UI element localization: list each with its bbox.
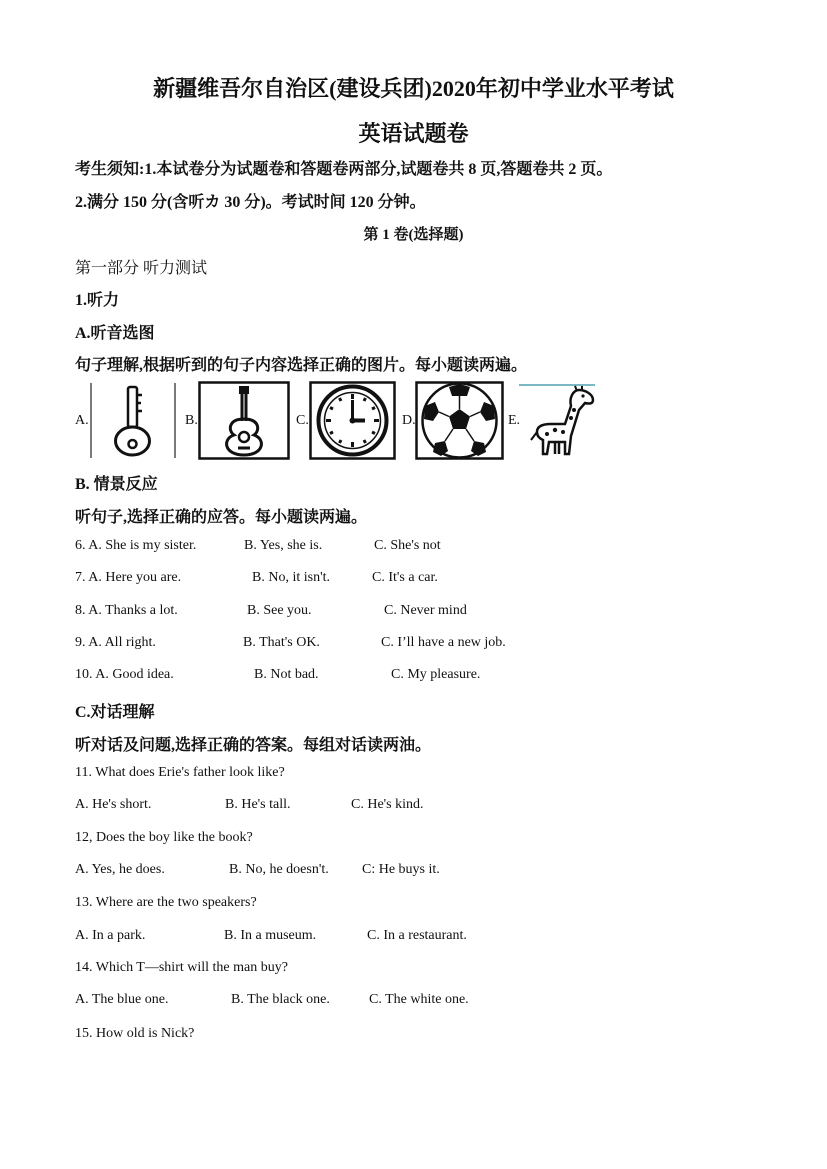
giraffe-icon — [519, 384, 597, 463]
option-b-label: B. — [185, 413, 198, 428]
page-title: 新疆维吾尔自治区(建设兵团)2020年初中学业水平考试 — [153, 76, 674, 101]
question-6-option-b: B. Yes, she is. — [244, 538, 323, 553]
question-7-option-b: B. No, it isn't. — [252, 570, 330, 585]
part-title: 第一部分 听力测试 — [75, 260, 208, 277]
clock-icon — [309, 381, 396, 460]
question-14-text: 14. Which T—shirt will the man buy? — [75, 960, 288, 975]
question-13-option-a: A. In a park. — [75, 928, 146, 943]
guitar-icon — [198, 381, 290, 460]
question-8-option-c: C. Never mind — [384, 603, 467, 618]
question-11-text: 11. What does Erie's father look like? — [75, 765, 285, 780]
question-11-option-b: B. He's tall. — [225, 797, 291, 812]
section-b-instruction: 听句子,选择正确的应答。每小题读两遍。 — [75, 509, 368, 526]
question-9-option-c: C. I’ll have a new job. — [381, 635, 506, 650]
question-14-option-b: B. The black one. — [231, 992, 330, 1007]
question-7-option-a: 7. A. Here you are. — [75, 570, 182, 585]
question-8-option-b: B. See you. — [247, 603, 312, 618]
page-subtitle: 英语试题卷 — [358, 121, 469, 146]
question-9-option-a: 9. A. All right. — [75, 635, 156, 650]
section-c-title: C.对话理解 — [75, 704, 155, 721]
option-a-label: A. — [75, 413, 89, 428]
section-1-title: 1.听力 — [75, 292, 120, 309]
question-10-option-c: C. My pleasure. — [391, 667, 481, 682]
option-d-label: D. — [402, 413, 416, 428]
question-13-text: 13. Where are the two speakers? — [75, 895, 257, 910]
soccer-ball-icon — [415, 381, 504, 460]
question-6-option-a: 6. A. She is my sister. — [75, 538, 197, 553]
notice-line-1: 考生须知:1.本试卷分为试题卷和答题卷两部分,试题卷共 8 页,答题卷共 2 页。 — [75, 161, 613, 178]
option-c-label: C. — [296, 413, 309, 428]
option-e-label: E. — [508, 413, 521, 428]
section-a-title: A.听音选图 — [75, 325, 155, 342]
section-c-instruction: 听对话及问题,选择正确的答案。每组对话读两油。 — [75, 737, 432, 754]
notice-line-2: 2.满分 150 分(含听カ 30 分)。考试时间 120 分钟。 — [75, 194, 426, 211]
section-a-instruction: 句子理解,根据听到的句子内容选择正确的图片。每小题读两遍。 — [75, 357, 528, 374]
question-11-option-c: C. He's kind. — [351, 797, 424, 812]
question-15-text: 15. How old is Nick? — [75, 1026, 195, 1041]
question-10-option-a: 10. A. Good idea. — [75, 667, 174, 682]
question-13-option-b: B. In a museum. — [224, 928, 317, 943]
question-14-option-c: C. The white one. — [369, 992, 469, 1007]
question-11-option-a: A. He's short. — [75, 797, 152, 812]
question-8-option-a: 8. A. Thanks a lot. — [75, 603, 178, 618]
key-icon — [88, 381, 178, 460]
question-7-option-c: C. It's a car. — [372, 570, 438, 585]
question-12-option-c: C: He buys it. — [362, 862, 440, 877]
question-12-text: 12, Does the boy like the book? — [75, 830, 253, 845]
section-b-title: B. 情景反应 — [75, 476, 158, 493]
question-14-option-a: A. The blue one. — [75, 992, 169, 1007]
volume-title: 第 1 卷(选择题) — [363, 227, 464, 243]
question-9-option-b: B. That's OK. — [243, 635, 320, 650]
question-6-option-c: C. She's not — [374, 538, 441, 553]
question-13-option-c: C. In a restaurant. — [367, 928, 467, 943]
question-10-option-b: B. Not bad. — [254, 667, 319, 682]
question-12-option-b: B. No, he doesn't. — [229, 862, 329, 877]
question-12-option-a: A. Yes, he does. — [75, 862, 165, 877]
